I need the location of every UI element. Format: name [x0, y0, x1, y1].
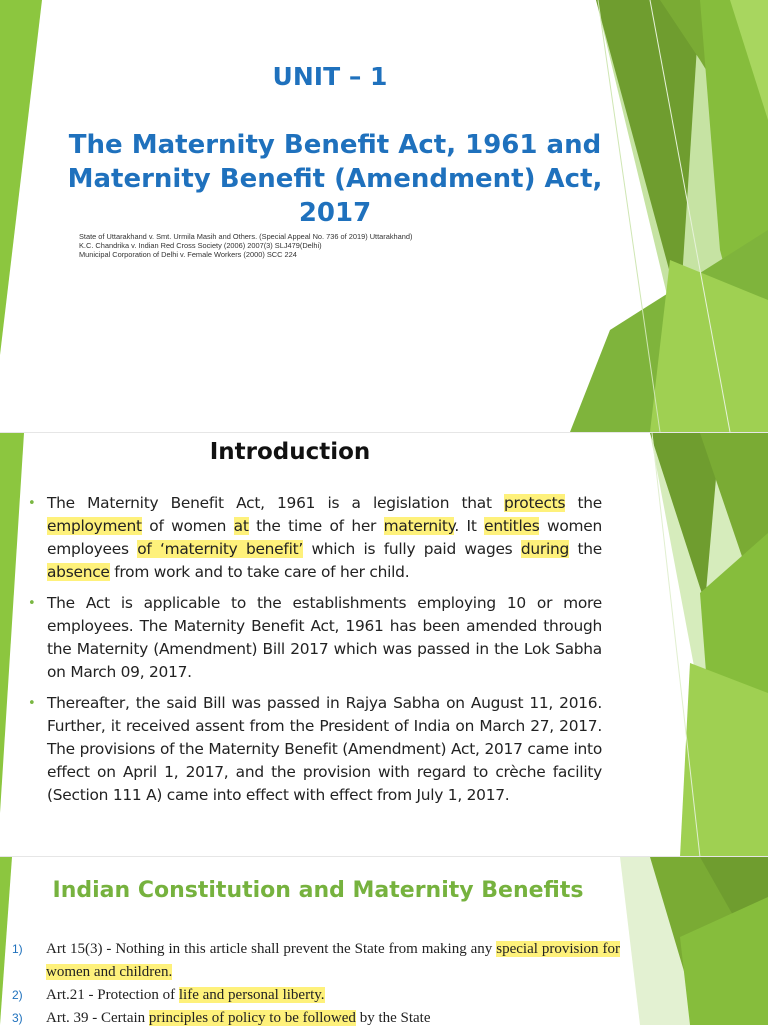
bullet-item	[28, 692, 602, 807]
text-run: the	[565, 494, 602, 512]
title-line-2: Maternity Benefit (Amendment) Act, 2017	[67, 164, 603, 228]
list-item	[12, 1007, 620, 1030]
list-item	[12, 938, 620, 984]
highlighted-text: employment	[47, 517, 142, 535]
highlighted-text: life and personal liberty.	[178, 987, 325, 1003]
bullet-icon: •	[28, 696, 36, 711]
bullet-icon: •	[28, 596, 36, 611]
bullet-icon: •	[28, 496, 36, 511]
highlighted-text: entitles	[484, 517, 540, 535]
list-number: 1)	[12, 942, 23, 956]
text-run: Art.21 - Protection of	[46, 987, 179, 1003]
introduction-slide	[0, 432, 768, 857]
bullet-text: Thereafter, the said Bill was passed in Rajya Sabha on August 11, 2016. Further, it received assent from the President of India on March 27, 2017. The provisions of the Maternity Benefit (Amendment) Act, 2017 came into effect on April 1, 2017, and the provision with regard to crèche facility (Section 111 A) came into effect with effect from July 1, 2017.	[47, 694, 602, 804]
case-citation: K.C. Chandrika v. Indian Red Cross Society (2006) 2007(3) SLJ479(Delhi)	[79, 241, 322, 250]
list-item	[12, 984, 620, 1007]
title-slide	[0, 0, 768, 432]
section-heading: Indian Constitution and Maternity Benefits	[52, 878, 584, 903]
bullet-item	[28, 492, 602, 584]
list-number: 3)	[12, 1011, 23, 1025]
highlighted-text: maternity	[383, 517, 455, 535]
text-run: from work and to take care of her child.	[109, 563, 410, 581]
slide-title	[30, 128, 640, 230]
highlighted-text: of ‘maternity benefit’	[137, 540, 304, 558]
text-run: the time of her	[248, 517, 384, 535]
bullet-list	[28, 492, 602, 815]
bullet-item	[28, 592, 602, 684]
highlighted-text: absence	[47, 563, 110, 581]
text-run: of women	[141, 517, 234, 535]
section-heading: Introduction	[209, 439, 371, 465]
case-citation: Municipal Corporation of Delhi v. Female Workers (2000) SCC 224	[79, 250, 297, 259]
bullet-text: The Act is applicable to the establishments employing 10 or more employees. The Maternity Benefit Act, 1961 has been amended through the Maternity (Amendment) Bill 2017 which was passed in the Lok Sabha on March 09, 2017.	[47, 594, 602, 681]
title-line-1: The Maternity Benefit Act, 1961 and	[68, 130, 602, 160]
case-citation: State of Uttarakhand v. Smt. Urmila Masih and Others. (Special Appeal No. 736 of 2019) Uttarakhand)	[79, 232, 413, 241]
text-run: The Maternity Benefit Act, 1961 is a legislation that	[47, 494, 505, 512]
text-run: . It	[454, 517, 485, 535]
highlighted-text: principles of policy to be followed	[148, 1010, 356, 1026]
highlighted-text: protects	[504, 494, 566, 512]
text-run: the	[569, 540, 602, 558]
highlighted-text: special provision for women and children.	[46, 941, 620, 980]
highlighted-text: during	[520, 540, 570, 558]
unit-heading: UNIT – 1	[272, 62, 388, 91]
text-run: Art 15(3) - Nothing in this article shall prevent the State from making any	[46, 941, 497, 957]
list-number: 2)	[12, 988, 23, 1002]
numbered-list	[12, 938, 620, 1030]
case-citations	[79, 232, 412, 259]
text-run: by the State	[355, 1010, 431, 1026]
text-run: women employees	[47, 517, 602, 558]
text-run: Art. 39 - Certain	[46, 1010, 149, 1026]
text-run: which is fully paid wages	[303, 540, 521, 558]
highlighted-text: at	[233, 517, 249, 535]
